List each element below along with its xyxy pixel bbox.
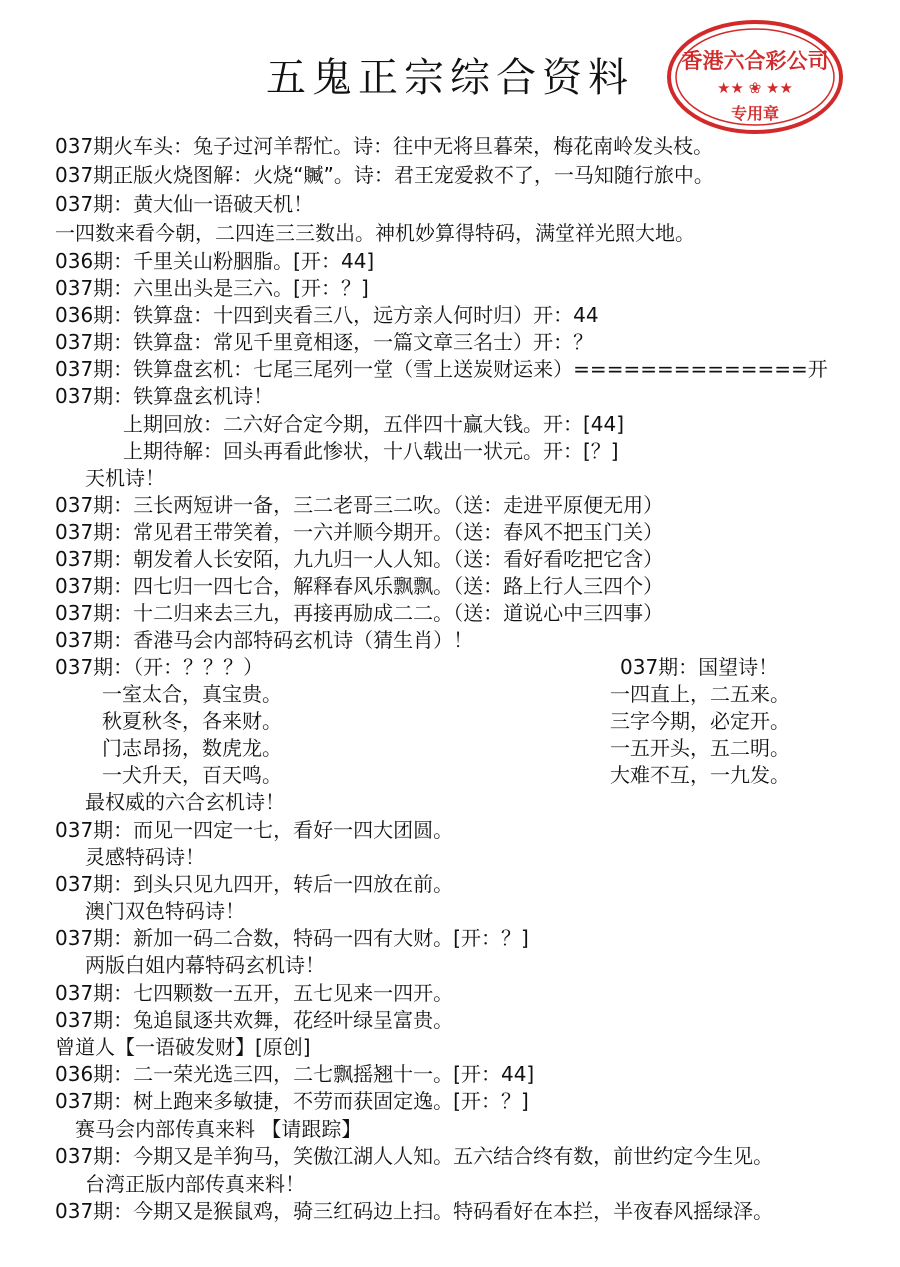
text-line: 灵感特码诗！	[85, 845, 205, 869]
text-line: 037期火车头：兔子过河羊帮忙。诗：往中无将旦暮荣，梅花南岭发头枝。	[55, 134, 714, 158]
text-line: 最权威的六合玄机诗！	[85, 790, 285, 814]
text-line: 门志昂扬，数虎龙。	[102, 736, 282, 760]
text-line: 一室太合，真宝贵。	[102, 682, 282, 706]
text-line: 两版白姐内幕特码玄机诗！	[85, 953, 325, 977]
text-line: 037期：铁算盘玄机：七尾三尾列一堂（雪上送炭财运来）==============开	[55, 357, 828, 381]
svg-text:★★ ❀ ★★: ★★ ❀ ★★	[717, 79, 793, 97]
text-line: 曾道人【一语破发财】[原创]	[55, 1035, 311, 1059]
text-line: 037期：铁算盘玄机诗！	[55, 384, 274, 408]
text-line: 037期：兔追鼠逐共欢舞，花经叶绿呈富贵。	[55, 1008, 454, 1032]
svg-text:专用章: 专用章	[730, 104, 780, 123]
text-line: 037期：七四颗数一五开，五七见来一四开。	[55, 981, 454, 1005]
text-line: 037期：三长两短讲一备，三二老哥三二吹。（送：走进平原便无用）	[55, 493, 664, 517]
text-line: 037期：新加一码二合数，特码一四有大财。[开：？]	[55, 926, 529, 950]
text-line: 一四直上，二五来。	[610, 682, 790, 706]
text-line: 037期：今期又是猴鼠鸡，骑三红码边上扫。特码看好在本拦，半夜春风摇绿泽。	[55, 1199, 774, 1223]
company-seal-stamp	[665, 18, 845, 136]
text-line: 037期：常见君王带笑着，一六并顺今期开。（送：春风不把玉门关）	[55, 520, 664, 544]
text-line: 上期回放：二六好合定今期，五伴四十赢大钱。开：[44]	[123, 412, 625, 436]
text-line: 036期：二一荣光选三四，二七飘摇翘十一。[开：44]	[55, 1062, 535, 1086]
text-line: 秋夏秋冬，各来财。	[102, 709, 282, 733]
text-line: 037期：而见一四定一七，看好一四大团圆。	[55, 818, 454, 842]
text-line: 037期：四七归一四七合，解释春风乐飘飘。（送：路上行人三四个）	[55, 574, 664, 598]
text-line: 036期：千里关山粉胭脂。[开：44]	[55, 249, 375, 273]
text-line: 037期：到头只见九四开，转后一四放在前。	[55, 872, 454, 896]
text-line: 037期正版火烧图解：火烧“贓”。诗：君王宠爱救不了，一马知随行旅中。	[55, 163, 714, 187]
text-line: 037期：铁算盘：常见千里竟相逐，一篇文章三名士）开：？	[55, 330, 594, 354]
text-line: 大难不互，一九发。	[610, 763, 790, 787]
text-line: 台湾正版内部传真来料！	[85, 1172, 305, 1196]
text-line: 037期：朝发着人长安陌，九九归一人人知。（送：看好看吃把它含）	[55, 547, 664, 571]
text-line: 037期：六里出头是三六。[开：？]	[55, 276, 369, 300]
text-line: 036期：铁算盘：十四到夹看三八，远方亲人何时归）开：44	[55, 303, 599, 327]
text-line: 一四数来看今朝，二四连三三数出。神机妙算得特码，满堂祥光照大地。	[55, 221, 695, 245]
text-line: 澳门双色特码诗！	[85, 899, 245, 923]
text-line: 天机诗！	[85, 466, 165, 490]
text-line: 037期：黄大仙一语破天机！	[55, 192, 314, 216]
text-line: 一五开头，五二明。	[610, 736, 790, 760]
page-title: 五鬼正宗综合资料	[266, 55, 634, 101]
text-line: 037期：国望诗！	[620, 655, 779, 679]
text-line: 037期：（开：？？？）	[55, 655, 264, 679]
text-line: 037期：树上跑来多敏捷，不劳而获固定逸。[开：？]	[55, 1089, 529, 1113]
text-line: 037期：今期又是羊狗马，笑傲江湖人人知。五六结合终有数，前世约定今生见。	[55, 1144, 774, 1168]
text-line: 上期待解：回头再看此惨状，十八载出一状元。开：[？]	[123, 439, 619, 463]
svg-text:香港六合彩公司: 香港六合彩公司	[681, 49, 829, 73]
text-line: 037期：十二归来去三九，再接再励成二二。（送：道说心中三四事）	[55, 601, 664, 625]
text-line: 一犬升天，百天鸣。	[102, 763, 282, 787]
text-line: 三字今期，必定开。	[610, 709, 790, 733]
text-line: 赛马会内部传真来料 【请跟踪】	[75, 1117, 362, 1141]
text-line: 037期：香港马会内部特码玄机诗（猜生肖）！	[55, 628, 474, 652]
